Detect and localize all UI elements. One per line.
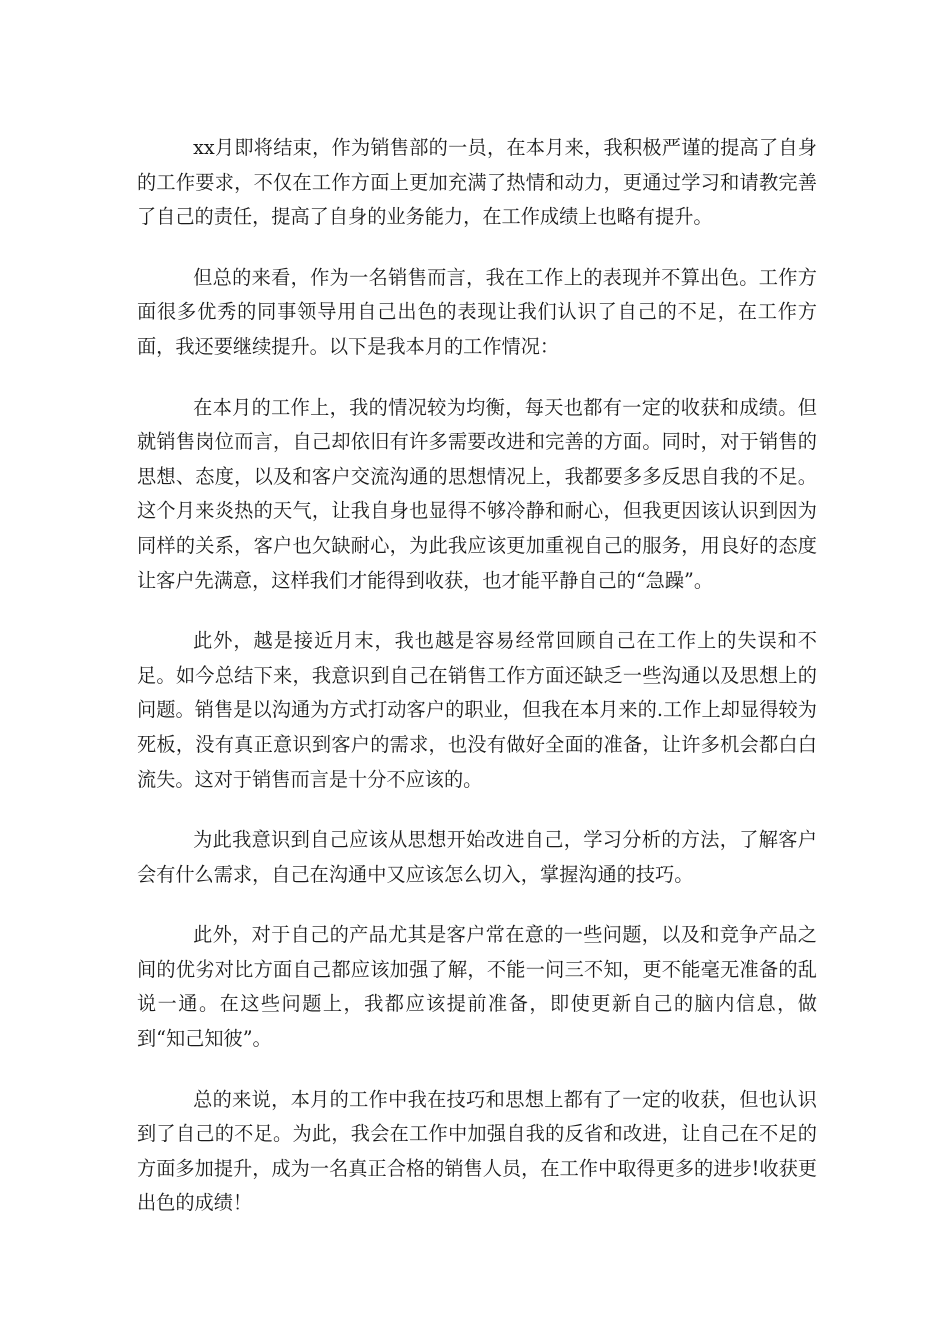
paragraph-6: 此外，对于自己的产品尤其是客户常在意的一些问题，以及和竞争产品之间的优劣对比方面自己都应该加强了解，不能一问三不知，更不能毫无准备的乱说一通。在这些问题上，我都应该提前准备，即使更新自己的脑内信息，做到“知己知彼”。 — [137, 923, 817, 1051]
paragraph-2: 但总的来看，作为一名销售而言，我在工作上的表现并不算出色。工作方面很多优秀的同事领导用自己出色的表现让我们认识了自己的不足，在工作方面，我还要继续提升。以下是我本月的工作情况： — [137, 265, 817, 358]
paragraph-7: 总的来说，本月的工作中我在技巧和思想上都有了一定的收获，但也认识到了自己的不足。为此，我会在工作中加强自我的反省和改进，让自己在不足的方面多加提升，成为一名真正合格的销售人员，在工作中取得更多的进步!收获更出色的成绩！ — [137, 1087, 817, 1215]
paragraph-4: 此外，越是接近月末，我也越是容易经常回顾自己在工作上的失误和不足。如今总结下来，我意识到自己在销售工作方面还缺乏一些沟通以及思想上的问题。销售是以沟通为方式打动客户的职业，但我在本月来的.工作上却显得较为死板，没有真正意识到客户的需求，也没有做好全面的准备，让许多机会都白白流失。这对于销售而言是十分不应该的。 — [137, 629, 817, 791]
paragraph-5: 为此我意识到自己应该从思想开始改进自己，学习分析的方法，了解客户会有什么需求，自己在沟通中又应该怎么切入，掌握沟通的技巧。 — [137, 828, 817, 886]
paragraph-3: 在本月的工作上，我的情况较为均衡，每天也都有一定的收获和成绩。但就销售岗位而言，自己却依旧有许多需要改进和完善的方面。同时，对于销售的思想、态度，以及和客户交流沟通的思想情况上，我都要多多反思自我的不足。这个月来炎热的天气，让我自身也显得不够冷静和耐心，但我更因该认识到因为同样的关系，客户也欠缺耐心，为此我应该更加重视自己的服务，用良好的态度让客户先满意，这样我们才能得到收获，也才能平静自己的“急躁”。 — [137, 395, 817, 592]
paragraph-1: xx月即将结束，作为销售部的一员，在本月来，我积极严谨的提高了自身的工作要求，不仅在工作方面上更加充满了热情和动力，更通过学习和请教完善了自己的责任，提高了自身的业务能力，在工作成绩上也略有提升。 — [137, 136, 817, 229]
document-body — [137, 131, 817, 1221]
